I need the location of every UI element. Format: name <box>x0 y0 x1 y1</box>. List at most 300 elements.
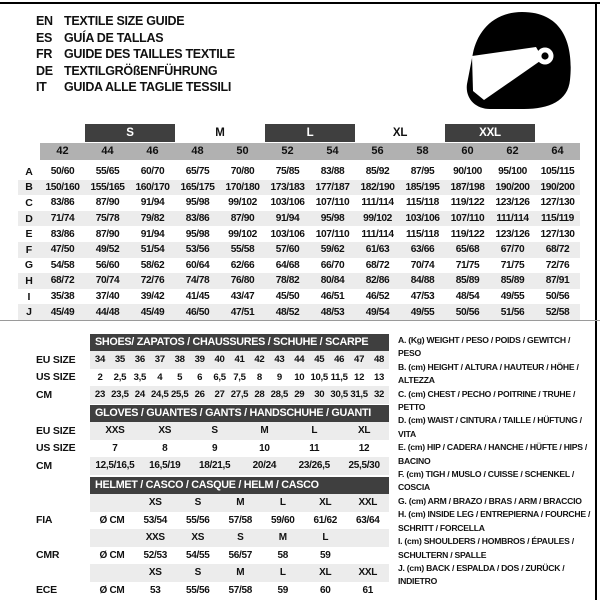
row-label: CM <box>36 459 52 472</box>
language-line <box>36 30 235 47</box>
measurement-cell: 91/94 <box>275 213 300 225</box>
numeric-size-cell: 56 <box>355 143 400 160</box>
measurement-cell: 45/49 <box>140 306 165 318</box>
measurement-cell: 56/60 <box>95 259 120 271</box>
legend-item: A. (Kg) WEIGHT / PESO / POIDS / GEWITCH / PESO <box>398 335 571 359</box>
gloves-table-cells <box>90 457 389 475</box>
legend-item: J. (cm) BACK / ESPALDA / DOS / ZURÜCK / INDIETRO <box>398 562 565 587</box>
measurement-cell: 74/78 <box>185 275 210 287</box>
shoes-table-row <box>0 369 392 387</box>
measurement-cell: 75/85 <box>275 166 300 178</box>
section-divider <box>0 320 600 321</box>
size-cell: 40 <box>214 354 225 366</box>
size-cell: 39 <box>194 354 205 366</box>
helmet-value-row <box>0 582 392 600</box>
shoes-table-row <box>0 386 392 404</box>
measurement-cell: 54/58 <box>50 259 75 271</box>
measurement-cell: 103/106 <box>270 228 305 240</box>
row-label: US SIZE <box>36 442 76 455</box>
size-cell: 32 <box>373 389 385 401</box>
shoes-table-cells <box>90 386 389 404</box>
measurement-cell: 49/55 <box>410 306 435 318</box>
language-line <box>36 79 235 96</box>
shoes-table-title: SHOES/ ZAPATOS / CHAUSSURES / SCHUHE / SCARPE <box>90 334 389 351</box>
helmet-size-cell: L <box>279 497 286 509</box>
size-cell: S <box>211 425 218 437</box>
measurement-cell: 105/115 <box>540 166 575 178</box>
size-cell: 11,5 <box>330 371 348 383</box>
measurement-row-label: C <box>25 196 33 209</box>
size-cell: 7 <box>112 442 118 454</box>
size-cell: 20/24 <box>252 460 277 472</box>
measurement-cell: 85/89 <box>500 275 525 287</box>
gloves-table <box>0 405 392 475</box>
size-cell: L <box>311 425 318 437</box>
measurement-legend <box>398 334 594 589</box>
measurement-row-label: J <box>26 306 32 319</box>
helmet-size-cell: XL <box>319 497 332 509</box>
measurement-cell: 70/74 <box>95 275 120 287</box>
measurement-cell: 119/122 <box>450 228 485 240</box>
measurement-cell: 50/56 <box>455 306 480 318</box>
size-cell: 38 <box>174 354 185 366</box>
measurement-cell: 187/198 <box>450 181 485 193</box>
measurement-row-label: E <box>25 228 33 241</box>
helmet-size-cell: S <box>194 497 201 509</box>
helmet-size-header-row <box>0 564 392 582</box>
size-cell: 9 <box>211 442 218 454</box>
size-cell: 11 <box>309 442 320 454</box>
size-cell: 9 <box>276 371 282 383</box>
helmet-value-cells <box>90 547 389 565</box>
measurement-row <box>18 304 580 320</box>
measurement-cell: 78/82 <box>275 275 300 287</box>
helmet-value-cell: 59 <box>277 584 289 596</box>
language-title-list <box>36 13 235 96</box>
gloves-table-row <box>0 457 392 475</box>
size-cell: 37 <box>154 354 165 366</box>
numeric-size-cell: 52 <box>265 143 310 160</box>
measurement-cell: 71/74 <box>50 213 75 225</box>
letter-size-band: M <box>215 127 225 139</box>
size-cell: 29 <box>294 389 305 401</box>
measurement-cell: 91/94 <box>140 197 165 209</box>
measurement-cell: 44/48 <box>95 306 120 318</box>
helmet-size-cell: XS <box>148 567 162 579</box>
size-cell: 35 <box>114 354 125 366</box>
size-cell: 7,5 <box>233 371 246 383</box>
measurement-cell: 66/70 <box>320 259 345 271</box>
measurement-cell: 76/80 <box>230 275 255 287</box>
size-cell: 31,5 <box>350 389 368 401</box>
unit-cell: Ø CM <box>99 549 125 561</box>
helmet-size-cell: XS <box>191 532 205 544</box>
helmet-value-cell: 59/60 <box>270 514 295 526</box>
shoes-table-row <box>0 351 392 369</box>
measurement-cell: 47/51 <box>230 306 255 318</box>
measurement-cell: 190/200 <box>495 181 530 193</box>
size-cell: 47 <box>354 354 365 366</box>
size-cell: 27,5 <box>230 389 249 401</box>
measurement-cell: 60/64 <box>185 259 210 271</box>
numeric-size-cell: 54 <box>310 143 355 160</box>
measurement-cell: 103/106 <box>405 213 440 225</box>
textile-size-table <box>18 124 580 320</box>
measurement-cell: 41/45 <box>185 291 210 303</box>
measurement-cell: 84/88 <box>410 275 435 287</box>
measurement-cell: 123/126 <box>495 197 530 209</box>
helmet-value-cell: 53/54 <box>143 514 168 526</box>
helmet-size-cell: L <box>322 532 329 544</box>
language-code: EN <box>36 14 53 28</box>
numeric-size-cell: 44 <box>85 143 130 160</box>
helmet-size-header-cells <box>90 494 389 512</box>
numeric-size-cell: 64 <box>535 143 580 160</box>
measurement-cell: 80/84 <box>320 275 345 287</box>
helmet-value-row <box>0 547 392 565</box>
measurement-cell: 46/52 <box>365 291 390 303</box>
helmet-size-cell: XS <box>148 497 162 509</box>
size-cell: 13 <box>373 371 385 383</box>
size-cell: 41 <box>234 354 245 366</box>
measurement-cell: 95/100 <box>498 166 527 178</box>
measurement-cell: 87/91 <box>545 275 570 287</box>
helmet-value-cell: 52/53 <box>143 549 168 561</box>
measurement-cell: 111/114 <box>496 213 529 225</box>
letter-size-band: XL <box>392 127 408 139</box>
measurement-cell: 127/130 <box>540 197 575 209</box>
helmet-size-cell: XL <box>319 567 332 579</box>
measurement-cell: 99/102 <box>363 213 392 225</box>
size-cell: 3,5 <box>133 371 147 383</box>
measurement-cell: 83/86 <box>50 228 75 240</box>
row-label: EU SIZE <box>36 353 76 366</box>
gloves-table-row <box>0 440 392 458</box>
shoes-table-cells <box>90 351 389 369</box>
measurement-row-label: H <box>25 274 33 287</box>
measurement-cell: 155/165 <box>90 181 125 193</box>
letter-size-band: L <box>265 124 355 142</box>
measurement-cell: 119/122 <box>450 197 485 209</box>
measurement-row <box>18 180 580 196</box>
letter-size-band: XXL <box>445 124 535 142</box>
measurement-cell: 95/98 <box>320 213 345 225</box>
size-cell: 10,5 <box>310 371 328 383</box>
measurement-cell: 49/52 <box>95 244 120 256</box>
size-cell: 24 <box>134 389 145 401</box>
size-cell: 8 <box>256 371 262 383</box>
measurement-cell: 111/114 <box>361 228 394 240</box>
helmet-size-cell: M <box>236 567 245 579</box>
row-label: EU SIZE <box>36 424 76 437</box>
measurement-cell: 63/66 <box>410 244 435 256</box>
language-code: FR <box>36 47 53 61</box>
measurement-cell: 87/90 <box>95 197 120 209</box>
measurement-cell: 190/200 <box>540 181 575 193</box>
standard-label: CMR <box>36 549 60 562</box>
measurement-cell: 185/195 <box>405 181 440 193</box>
language-code: ES <box>36 30 53 45</box>
measurement-cell: 48/52 <box>275 306 300 318</box>
measurement-row-label: I <box>27 290 31 303</box>
letter-size-band-row <box>18 124 580 142</box>
measurement-cell: 45/50 <box>275 291 300 303</box>
measurement-row-label: F <box>25 243 33 256</box>
measurement-cell: 85/92 <box>365 166 390 178</box>
unit-cell: Ø CM <box>99 514 125 526</box>
size-cell: 6,5 <box>213 371 226 383</box>
measurement-cell: 49/55 <box>500 291 525 303</box>
measurement-cell: 55/65 <box>95 166 120 178</box>
size-cell: 28 <box>254 389 265 401</box>
measurement-cell: 115/118 <box>406 197 439 209</box>
measurement-cell: 83/86 <box>50 197 75 209</box>
measurement-cell: 150/160 <box>45 181 80 193</box>
measurement-row <box>18 195 580 211</box>
size-cell: 10 <box>294 371 305 383</box>
legend-item: I. (cm) SHOULDERS / HOMBROS / ÉPAULES / SCHULTERN / SPALLE <box>398 536 574 560</box>
helmet-value-cells <box>90 512 389 530</box>
gloves-table-cells <box>90 422 389 440</box>
measurement-cell: 107/110 <box>315 197 350 209</box>
measurement-cell: 87/95 <box>410 166 435 178</box>
helmet-table <box>0 477 392 599</box>
language-line <box>36 46 235 63</box>
measurement-cell: 177/187 <box>315 181 350 193</box>
measurement-cell: 65/75 <box>185 166 210 178</box>
size-cell: 46 <box>334 354 345 366</box>
measurement-cell: 46/50 <box>185 306 210 318</box>
measurement-cell: 127/130 <box>540 228 575 240</box>
measurement-cell: 52/58 <box>545 306 570 318</box>
measurement-row-label: D <box>25 212 33 225</box>
racing-helmet-icon <box>452 6 592 116</box>
size-cell: 10 <box>259 442 270 454</box>
size-cell: 12 <box>358 442 370 454</box>
helmet-value-cell: 53 <box>149 584 161 596</box>
measurement-cell: 90/100 <box>453 166 482 178</box>
size-cell: M <box>260 425 269 437</box>
shoes-table-cells <box>90 369 389 387</box>
numeric-size-row <box>18 143 580 160</box>
size-cell: 30 <box>314 389 325 401</box>
measurement-cell: 60/70 <box>140 166 165 178</box>
legend-item: H. (cm) INSIDE LEG / ENTREPIERNA / FOURCHE / SCHRITT / FORCELLA <box>398 509 591 533</box>
measurement-cell: 61/63 <box>365 244 390 256</box>
gloves-table-row <box>0 422 392 440</box>
size-cell: 45 <box>314 354 325 366</box>
measurement-cell: 48/54 <box>455 291 480 303</box>
measurement-cell: 182/190 <box>360 181 395 193</box>
size-cell: 25,5/30 <box>348 460 380 472</box>
measurement-cell: 50/60 <box>50 166 75 178</box>
measurement-row <box>18 258 580 274</box>
size-cell: 25,5 <box>170 389 189 401</box>
size-cell: XS <box>158 425 172 437</box>
guide-title: GUÍA DE TALLAS <box>64 30 164 45</box>
measurement-cell: 53/56 <box>185 244 210 256</box>
measurement-cell: 37/40 <box>95 291 120 303</box>
size-cell: 43 <box>274 354 285 366</box>
measurement-cell: 83/88 <box>320 166 345 178</box>
size-cell: 5 <box>177 371 183 383</box>
row-label: US SIZE <box>36 371 76 384</box>
measurement-cell: 75/78 <box>95 213 120 225</box>
size-cell: XXS <box>105 425 125 437</box>
measurement-cell: 115/119 <box>541 213 574 225</box>
measurement-cell: 79/82 <box>140 213 165 225</box>
shoes-table <box>0 334 392 404</box>
guide-title: TEXTILGRÖßENFÜHRUNG <box>64 63 218 78</box>
size-cell: 34 <box>94 354 105 366</box>
numeric-size-cell: 50 <box>220 143 265 160</box>
measurement-cell: 62/66 <box>230 259 255 271</box>
measurement-cell: 99/102 <box>228 228 257 240</box>
measurement-cell: 85/89 <box>455 275 480 287</box>
measurement-cell: 115/118 <box>406 228 439 240</box>
size-cell: 42 <box>254 354 265 366</box>
size-cell: 2,5 <box>113 371 127 383</box>
measurement-cell: 45/49 <box>50 306 75 318</box>
measurement-cell: 107/110 <box>450 213 485 225</box>
measurement-cell: 43/47 <box>230 291 255 303</box>
measurement-cell: 51/56 <box>500 306 525 318</box>
language-line <box>36 63 235 80</box>
legend-item: B. (cm) HEIGHT / ALTURA / HAUTEUR / HÖHE / ALTEZZA <box>398 361 579 386</box>
row-label: CM <box>36 388 52 401</box>
helmet-size-header-row <box>0 494 392 512</box>
top-border <box>0 2 600 4</box>
helmet-value-cell: 60 <box>319 584 331 596</box>
helmet-value-cell: 58 <box>277 549 289 561</box>
standard-label: ECE <box>36 584 57 597</box>
measurement-cell: 57/60 <box>275 244 300 256</box>
measurement-cell: 51/54 <box>140 244 165 256</box>
measurement-cell: 87/90 <box>95 228 120 240</box>
numeric-size-cell: 46 <box>130 143 175 160</box>
size-cell: 30,5 <box>330 389 348 401</box>
measurement-cell: 68/72 <box>365 259 390 271</box>
measurement-cell: 65/68 <box>455 244 480 256</box>
size-cell: 23,5 <box>111 389 129 401</box>
size-cell: 8 <box>162 442 168 454</box>
measurement-cell: 46/51 <box>320 291 345 303</box>
helmet-value-cell: 55/56 <box>185 584 210 596</box>
measurement-cell: 71/75 <box>500 259 525 271</box>
gloves-table-cells <box>90 440 389 458</box>
helmet-value-cell: 63/64 <box>355 514 380 526</box>
helmet-value-cell: 57/58 <box>228 514 253 526</box>
helmet-size-cell: XXL <box>358 497 378 509</box>
helmet-size-header-cells <box>90 564 389 582</box>
measurement-cell: 83/86 <box>185 213 210 225</box>
measurement-cell: 82/86 <box>365 275 390 287</box>
measurement-cell: 87/90 <box>230 213 255 225</box>
measurement-cell: 49/54 <box>365 306 390 318</box>
letter-size-band: S <box>85 124 175 142</box>
measurement-cell: 47/50 <box>50 244 75 256</box>
measurement-cell: 71/75 <box>455 259 480 271</box>
measurement-cell: 68/72 <box>545 244 570 256</box>
measurement-cell: 99/102 <box>228 197 257 209</box>
size-cell: 48 <box>373 354 385 366</box>
helmet-value-cell: 57/58 <box>228 584 253 596</box>
numeric-size-cell: 48 <box>175 143 220 160</box>
size-cell: 36 <box>134 354 145 366</box>
helmet-size-cell: S <box>237 532 244 544</box>
numeric-size-cell: 60 <box>445 143 490 160</box>
legend-item: D. (cm) WAIST / CINTURA / TAILLE / HÜFTUNG / VITA <box>398 415 582 439</box>
measurement-cell: 50/56 <box>545 291 570 303</box>
legend-item: E. (cm) HIP / CADERA / HANCHE / HÜFTE / HIPS / BACINO <box>398 442 588 466</box>
measurement-cell: 64/68 <box>275 259 300 271</box>
helmet-size-header-cells <box>90 529 389 547</box>
measurement-row-label: A <box>25 165 33 178</box>
standard-label: FIA <box>36 514 53 527</box>
helmet-value-cell: 54/55 <box>185 549 210 561</box>
measurement-cell: 95/98 <box>185 228 210 240</box>
helmet-size-cell: L <box>279 567 286 579</box>
measurement-row <box>18 289 580 305</box>
legend-item: F. (cm) TIGH / MUSLO / CUISSE / SCHENKEL / COSCIA <box>398 469 575 493</box>
size-cell: 12,5/16,5 <box>95 460 135 472</box>
measurement-row-label: G <box>24 259 34 272</box>
measurement-cell: 72/76 <box>545 259 570 271</box>
measurement-cell: 70/74 <box>410 259 435 271</box>
gloves-table-title: GLOVES / GUANTES / GANTS / HANDSCHUHE / GUANTI <box>90 405 389 422</box>
unit-cell: Ø CM <box>99 584 125 596</box>
measurement-cell: 47/53 <box>410 291 435 303</box>
measurement-cell: 91/94 <box>140 228 165 240</box>
measurement-cell: 48/53 <box>320 306 345 318</box>
helmet-size-cell: M <box>278 532 287 544</box>
size-cell: 23 <box>94 389 105 401</box>
measurement-cell: 39/42 <box>140 291 165 303</box>
size-cell: 23/26,5 <box>298 460 330 472</box>
measurement-cell: 58/62 <box>140 259 165 271</box>
measurement-cell: 72/76 <box>140 275 165 287</box>
size-cell: 12 <box>354 371 365 383</box>
size-cell: 16,5/19 <box>149 460 181 472</box>
size-cell: 26 <box>194 389 205 401</box>
helmet-size-cell: XXS <box>145 532 165 544</box>
guide-title: GUIDA ALLE TAGLIE TESSILI <box>64 80 232 94</box>
language-line <box>36 13 235 30</box>
helmet-size-cell: M <box>236 497 245 509</box>
size-cell: 44 <box>294 354 305 366</box>
size-cell: XL <box>357 425 371 437</box>
helmet-value-cell: 55/56 <box>185 514 210 526</box>
helmet-size-cell: XXL <box>358 567 378 579</box>
measurement-row <box>18 211 580 227</box>
measurement-cell: 95/98 <box>185 197 210 209</box>
measurement-cell: 170/180 <box>225 181 260 193</box>
helmet-table-title: HELMET / CASCO / CASQUE / HELM / CASCO <box>90 477 389 494</box>
measurement-cell: 59/62 <box>320 244 345 256</box>
measurement-cell: 107/110 <box>315 228 350 240</box>
measurement-cell: 55/58 <box>230 244 255 256</box>
measurement-cell: 123/126 <box>495 228 530 240</box>
measurement-cell: 103/106 <box>270 197 305 209</box>
guide-title: TEXTILE SIZE GUIDE <box>64 14 185 28</box>
measurement-cell: 70/80 <box>230 166 255 178</box>
measurement-cell: 68/72 <box>50 275 75 287</box>
guide-title: GUIDE DES TAILLES TEXTILE <box>64 47 235 61</box>
helmet-value-row <box>0 512 392 530</box>
helmet-value-cell: 61/62 <box>313 514 338 526</box>
size-cell: 2 <box>97 371 103 383</box>
measurement-cell: 35/38 <box>50 291 75 303</box>
